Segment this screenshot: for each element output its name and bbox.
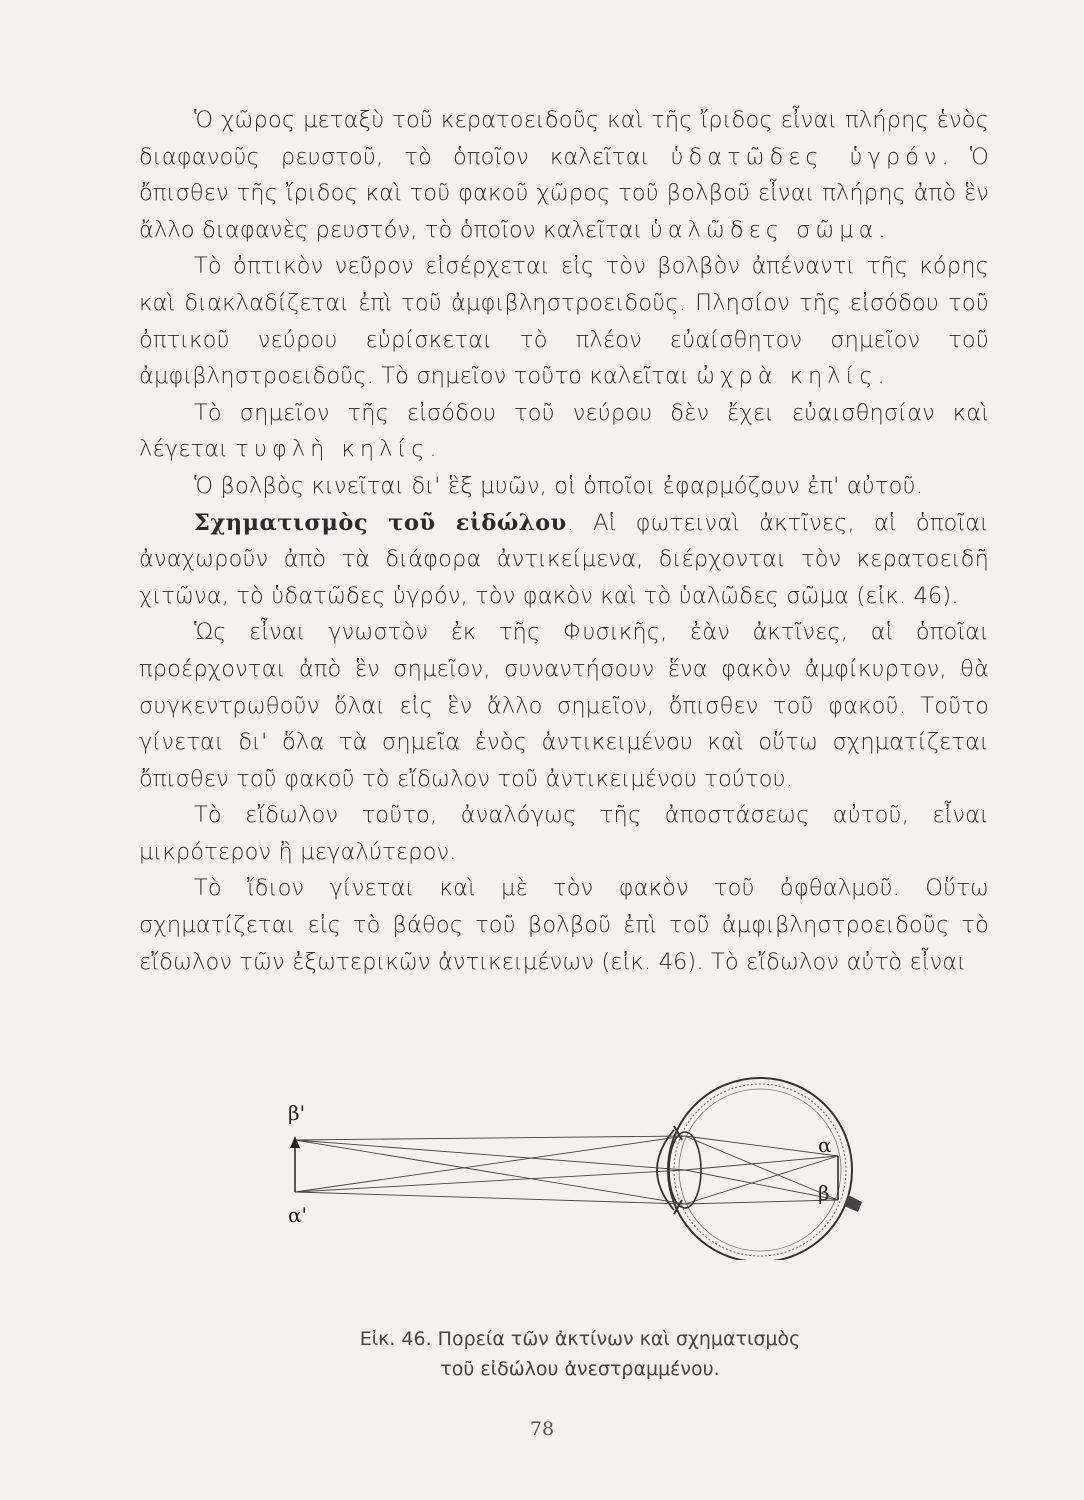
paragraph-1: Ὁ χῶρος μεταξὺ τοῦ κερατοειδοῦς καὶ τῆς ἴριδος εἶναι πλήρης ἑνὸς διαφανοῦς ρευστοῦ, τὸ ὁποῖον καλεῖται ὑδατῶδες ὑγρόν. Ὁ ὄπισθεν τῆς ἴριδος καὶ τοῦ φακοῦ χῶρος τοῦ βολβοῦ εἶναι πλήρης ἀπὸ ἓν ἄλλο διαφανὲς ρευστόν, τὸ ὁποῖον καλεῖται ὑαλῶδες σῶμα. [139,107,989,243]
label-b: β [818,1181,830,1205]
paragraph-4: Ὁ βολβὸς κινεῖται δι' ἓξ μυῶν, οἱ ὁποῖοι ἐφαρμόζουν ἐπ' αὐτοῦ. [194,472,924,499]
object-arrowhead [290,1136,300,1148]
figure-caption [270,1324,890,1384]
body-text [139,102,989,980]
optic-nerve [844,1195,862,1212]
term-macula: ὠχρὰ κηλίς [696,363,878,390]
label-a-prime: α' [288,1203,308,1227]
paragraph-7: Τὸ εἴδωλον τοῦτο, ἀναλόγως τῆς ἀποστάσεως αὐτοῦ, εἶναι μικρότερον ἢ μεγαλύτερον. [139,802,989,865]
choroid-layer [674,1084,846,1256]
caption-line-2: τοῦ εἰδώλου ἀνεστραμμένου. [440,1358,720,1380]
paragraph-5: Σχηματισμὸς τοῦ εἰδώλου. Αἱ φωτειναὶ ἀκτῖνες, αἱ ὁποῖαι ἀναχωροῦν ἀπὸ τὰ διάφορα ἀντικείμενα, διέρχονται τὸν κερατοειδῆ χιτῶνα, τὸ ὑδατῶδες ὑγρόν, τὸν φακὸν καὶ τὸ ὑαλῶδες σῶμα (εἰκ. 46). [139,509,989,609]
label-a: α [818,1133,832,1157]
label-b-prime: β' [288,1101,306,1125]
eye-diagram [270,1060,870,1260]
paragraph-3: Τὸ σημεῖον τῆς εἰσόδου τοῦ νεύρου δὲν ἔχει εὐαισθησίαν καὶ λέγεται τυφλὴ κηλίς. [139,399,989,463]
page-number: 78 [529,1418,555,1440]
term-aqueous-humor: ὑδατῶδες ὑγρόν [670,143,942,170]
section-heading: Σχηματισμὸς τοῦ εἰδώλου [194,509,567,536]
caption-line-1: Εἰκ. 46. Πορεία τῶν ἀκτίνων καὶ σχηματισμὸς [359,1328,801,1350]
paragraph-6: Ὡς εἶναι γνωστὸν ἐκ τῆς Φυσικῆς, ἐὰν ἀκτῖνες, αἱ ὁποῖαι προέρχονται ἀπὸ ἓν σημεῖον, συναντήσουν ἕνα φακὸν ἀμφίκυρτον, θὰ συγκεντρωθοῦν ὅλαι εἰς ἓν ἄλλο σημεῖον, ὄπισθεν τοῦ φακοῦ. Τοῦτο γίνεται δι' ὅλα τὰ σημεῖα ἑνὸς ἀντικειμένου καὶ οὕτω σχηματίζεται ὄπισθεν τοῦ φακοῦ τὸ εἴδωλον τοῦ ἀντικειμένου τούτου. [139,619,989,792]
eye-diagram-figure [270,1060,870,1260]
paragraph-8: Τὸ ἴδιον γίνεται καὶ μὲ τὸν φακὸν τοῦ ὀφθαλμοῦ. Οὕτω σχηματίζεται εἰς τὸ βάθος τοῦ βολβοῦ ἐπὶ τοῦ ἀμφιβληστροειδοῦς τὸ εἴδωλον τῶν ἐξωτερικῶν ἀντικειμένων (εἰκ. 46). Τὸ εἴδωλον αὐτὸ εἶναι [139,875,989,975]
term-blind-spot: τυφλὴ κηλίς [235,436,430,463]
paragraph-2: Τὸ ὀπτικὸν νεῦρον εἰσέρχεται εἰς τὸν βολβὸν ἀπέναντι τῆς κόρης καὶ διακλαδίζεται ἐπὶ τοῦ ἀμφιβληστροειδοῦς. Πλησίον τῆς εἰσόδου τοῦ ὀπτικοῦ νεύρου εὑρίσκεται τὸ πλέον εὐαίσθητον σημεῖον τοῦ ἀμφιβληστροειδοῦς. Τὸ σημεῖον τοῦτο καλεῖται ὠχρὰ κηλίς. [139,253,989,390]
retina-layer [679,1089,841,1251]
term-vitreous-body: ὑαλῶδες σῶμα [649,216,879,243]
rays-from-top [295,1136,838,1204]
